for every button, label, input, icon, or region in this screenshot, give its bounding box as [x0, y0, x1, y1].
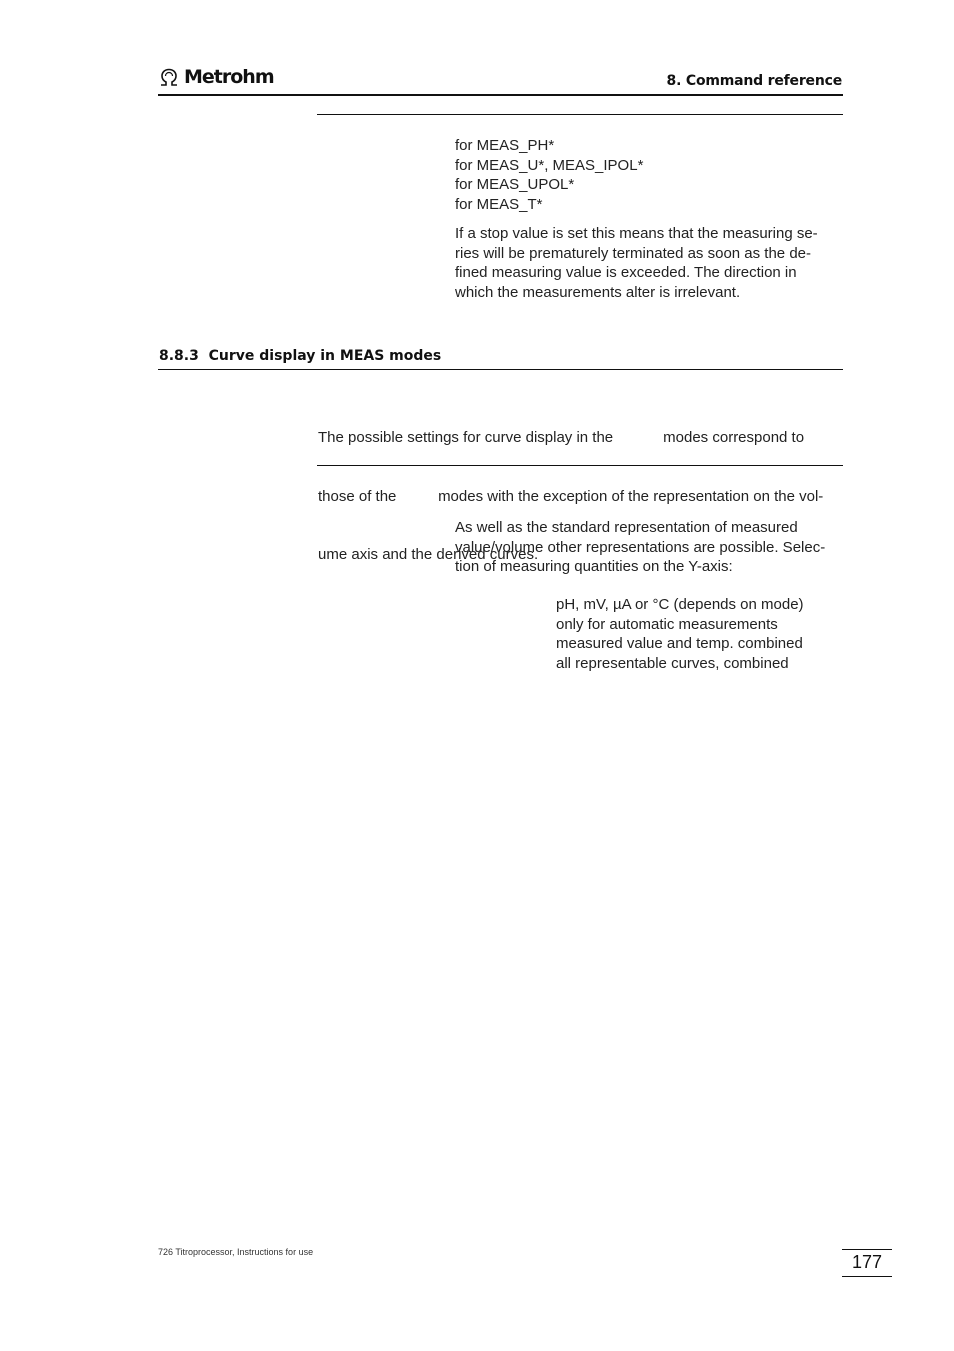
- list-item: only for automatic measurements: [556, 615, 778, 633]
- section-rule: [158, 369, 843, 370]
- list-item: measured value and temp. combined: [556, 635, 803, 652]
- list-item: for MEAS_T*: [455, 195, 543, 213]
- representation-options: [556, 595, 804, 673]
- divider: [317, 465, 843, 466]
- paragraph-line: The possible settings for curve display in the modes correspond to: [318, 429, 805, 446]
- metrohm-omega-icon: [158, 66, 180, 88]
- paragraph-line: those of the modes with the exception of the representation on the vol-: [318, 487, 824, 505]
- page-number: 177: [842, 1249, 892, 1277]
- paragraph-line: ume axis and the derived curves.: [318, 546, 539, 563]
- divider: [317, 114, 843, 115]
- header-rule: [158, 94, 843, 96]
- list-item: pH, mV, µA or °C (depends on mode): [556, 596, 804, 613]
- list-item: for MEAS_U*, MEAS_IPOL*: [455, 156, 644, 174]
- brand-logo: [158, 66, 274, 88]
- paragraph-line: ries will be prematurely terminated as soon as the de-: [455, 244, 812, 262]
- section-title: Curve display in MEAS modes: [208, 348, 442, 364]
- paragraph-line: tion of measuring quantities on the Y-axis:: [455, 558, 733, 575]
- representation-paragraph: [455, 518, 825, 577]
- footer-document-title: 726 Titroprocessor, Instructions for use: [158, 1247, 314, 1257]
- stop-value-paragraph: [455, 224, 818, 302]
- paragraph-line: value/volume other representations are possible. Selec-: [455, 538, 826, 556]
- chapter-title: 8. Command reference: [666, 73, 842, 89]
- paragraph-line: fined measuring value is exceeded. The direction in: [455, 264, 797, 281]
- stop-value-list: [455, 136, 643, 214]
- list-item: for MEAS_PH*: [455, 137, 555, 154]
- list-item: all representable curves, combined: [556, 654, 789, 672]
- brand-name: Metrohm: [184, 66, 274, 88]
- paragraph-line: which the measurements alter is irrelevant.: [455, 283, 741, 301]
- list-item: for MEAS_UPOL*: [455, 176, 575, 193]
- section-number: 8.8.3: [159, 348, 199, 364]
- section-heading: [159, 348, 441, 364]
- paragraph-line: As well as the standard representation of measured: [455, 519, 798, 536]
- paragraph-line: If a stop value is set this means that the measuring se-: [455, 225, 818, 242]
